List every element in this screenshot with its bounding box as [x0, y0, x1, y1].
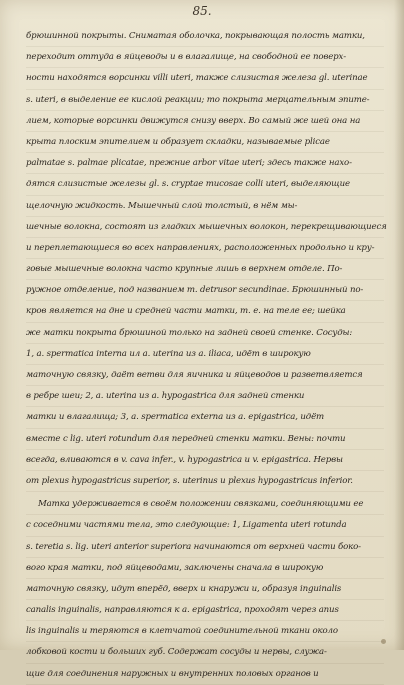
- text-line: кров является на дне и средней части матки, т. е. на теле ее; шейка: [26, 301, 384, 322]
- text-line: lis inguinalis и теряются в клетчатой соединительной ткани около: [26, 621, 384, 642]
- text-line: s. uteri, в выделение ее кислой реакции; то покрыта мерцательным эпите-: [26, 90, 384, 111]
- text-line: 1, a. spermatica interna ил a. uterina из a. iliaca, идёт в широкую: [26, 344, 384, 365]
- text-line: Матка удерживается в своём положении связками, соединяющими ее: [26, 494, 384, 515]
- text-line: в ребре шеи; 2, a. uterina из a. hypogastrica для задней стенки: [26, 386, 384, 407]
- page-edge-shadow: [394, 0, 404, 650]
- ink-spot: [381, 639, 386, 644]
- text-line: дятся слизистые железы gl. s. cryptae mucosae colli uteri, выделяющие: [26, 174, 384, 195]
- text-line: всегда, вливаются в v. cava infer., v. hypogastrica и v. epigastrica. Нервы: [26, 450, 384, 471]
- text-line: щелочную жидкость. Мышечный слой толстый, в нём мы-: [26, 196, 384, 217]
- text-line: ности находятся ворсинки villi uteri, также слизистая железа gl. uterinae: [26, 68, 384, 89]
- text-line: s. teretia s. lig. uteri anterior superiora начинаются от верхней части боко-: [26, 537, 384, 558]
- text-line: щие для соединения наружных и внутренних половых органов и: [26, 664, 384, 685]
- text-line: ружное отделение, под названием m. detrusor secundinae. Брюшинный по-: [26, 280, 384, 301]
- text-line: лобковой кости и больших губ. Содержат сосуды и нервы, служа-: [26, 642, 384, 663]
- text-line: брюшинной покрыты. Сниматая оболочка, покрывающая полость матки,: [26, 26, 384, 47]
- text-line: лием, которые ворсинки движутся снизу вверх. Во самый же шей она на: [26, 111, 384, 132]
- text-line: маточную связку, идут вперёд, вверх и кнаружи и, образуя inguinalis: [26, 579, 384, 600]
- text-line: palmatae s. palmae plicatae, прежние arbor vitae uteri; здесь также нахо-: [26, 153, 384, 174]
- handwritten-text-block: [26, 26, 387, 685]
- text-line: же матки покрыта брюшиной только на задней своей стенке. Сосуды:: [26, 323, 384, 344]
- text-line: шечные волокна, состоят из гладких мышечных волокон, перекрещивающиеся: [26, 217, 384, 238]
- text-line: вместе с lig. uteri rotundum для передней стенки матки. Вены: почти: [26, 429, 384, 450]
- page-number: 85.: [192, 4, 212, 18]
- text-line: маточную связку, даёт ветви для яичника и яйцеводов и разветвляется: [26, 365, 384, 386]
- text-line: вого края матки, под яйцеводами, заключены сначала в широкую: [26, 558, 384, 579]
- text-line: от plexus hypogastricus superior, s. uterinus и plexus hypogastricus inferior.: [26, 471, 384, 492]
- text-line: крыта плоским эпителием и образует складки, называемые plicae: [26, 132, 384, 153]
- text-line: матки и влагалища; 3, a. spermatica externa из a. epigastrica, идёт: [26, 407, 384, 428]
- text-line: переходит оттуда в яйцеводы и в влагалище, на свободной ее поверх-: [26, 47, 384, 68]
- text-line: с соседними частями тела, это следующие: 1, Ligamenta uteri rotunda: [26, 515, 384, 536]
- text-line: говые мышечные волокна часто крупные лишь в верхнем отделе. По-: [26, 259, 384, 280]
- text-line: canalis inguinalis, направляются к a. epigastrica, проходят через anus: [26, 600, 384, 621]
- text-line: и переплетающиеся во всех направлениях, расположенных продольно и кру-: [26, 238, 384, 259]
